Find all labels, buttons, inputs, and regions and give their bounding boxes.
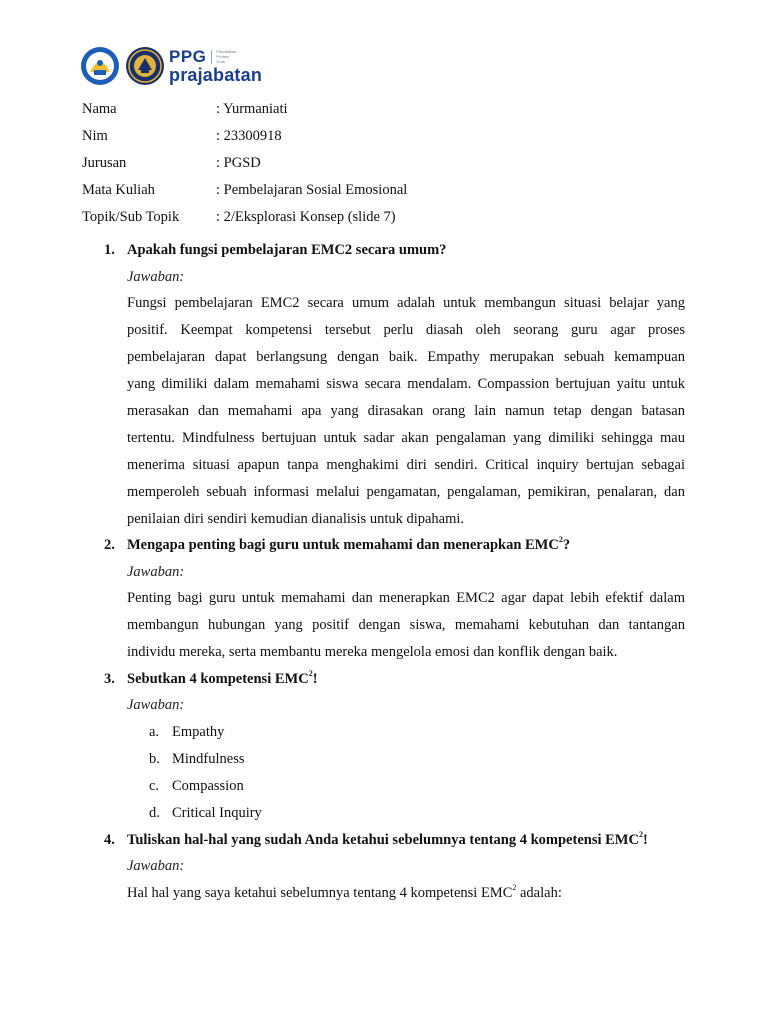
answer-label-3: Jawaban:: [127, 697, 185, 713]
answer-label-4: Jawaban:: [127, 858, 185, 874]
answer-line: menerima situasi apapun tanpa menghakimi diri sendiri. Critical inquiry bertujan sebagai: [127, 457, 685, 473]
answer-2: [127, 585, 685, 666]
document-header: [80, 44, 262, 88]
answer-label-1: Jawaban:: [127, 269, 185, 285]
option-b: b. Mindfulness: [149, 751, 245, 767]
info-row-mata-kuliah: [82, 177, 407, 204]
question-3: 3. Sebutkan 4 kompetensi EMC$^2$!: [104, 669, 318, 687]
info-label: Mata Kuliah: [82, 182, 155, 198]
answer-4: Hal hal yang saya ketahui sebelumnya tentang 4 kompetensi EMC$^2$ adalah:: [127, 883, 562, 901]
info-row-jurusan: [82, 150, 407, 177]
question-2: 2. Mengapa penting bagi guru untuk memahami dan menerapkan EMC$^2$?: [104, 535, 571, 553]
answer-line: positif. Keempat kompetensi tersebut perlu diasah oleh seorang guru agar proses: [127, 322, 685, 338]
answer-line: memperoleh sebuah informasi melalui pengamatan, pengalaman, pemikiran, penalaran, dan: [127, 484, 685, 500]
brand-tagline: Pendidikan Profesi Guru: [216, 49, 237, 64]
ppg-brand: [169, 48, 262, 84]
info-row-nama: [82, 96, 407, 123]
ministry-logo-icon: [80, 46, 120, 86]
info-value: : Yurmaniati: [216, 101, 288, 117]
info-value: : PGSD: [216, 155, 261, 171]
option-a: a. Empathy: [149, 724, 225, 740]
question-4: 4. Tuliskan hal-hal yang sudah Anda ketahui sebelumnya tentang 4 kompetensi EMC$^2$!: [104, 830, 648, 848]
info-row-topik: [82, 204, 407, 231]
question-1: 1. Apakah fungsi pembelajaran EMC2 secara umum?: [104, 242, 447, 258]
info-label: Jurusan: [82, 155, 127, 171]
brand-prajabatan-text: prajabatan: [169, 65, 263, 85]
info-row-nim: [82, 123, 407, 150]
answer-line: tertentu. Mindfulness bertujuan untuk sadar akan pengalaman yang dimiliki sehingga mau: [127, 430, 685, 446]
info-label: Topik/Sub Topik: [82, 209, 180, 225]
student-info: [82, 96, 407, 231]
answer-label-2: Jawaban:: [127, 564, 185, 580]
answer-line: individu mereka, serta membantu mereka mengelola emosi dan konflik dengan baik.: [127, 644, 618, 660]
answer-line: Penting bagi guru untuk memahami dan menerapkan EMC2 agar dapat lebih efektif dalam: [127, 590, 685, 606]
answer-line: penilaian diri sendiri kemudian dianalisis untuk dipahami.: [127, 511, 465, 527]
answer-line: membangun hubungan yang positif dengan siswa, memahami kebutuhan dan tantangan: [127, 617, 685, 633]
info-label: Nim: [82, 128, 108, 144]
option-c: c. Compassion: [149, 778, 244, 794]
option-d: d. Critical Inquiry: [149, 805, 262, 821]
info-value: : 2/Eksplorasi Konsep (slide 7): [216, 209, 396, 225]
info-value: : Pembelajaran Sosial Emosional: [216, 182, 408, 198]
info-label: Nama: [82, 101, 117, 117]
answer-line: pembelajaran dapat berlangsung dengan baik. Empathy merupakan sebuah kemampuan: [127, 349, 685, 365]
answer-1: [127, 290, 685, 533]
info-value: : 23300918: [216, 128, 282, 144]
answer-line: Fungsi pembelajaran EMC2 secara umum adalah untuk membangun situasi belajar yang: [127, 295, 685, 311]
answer-line: yang dimiliki dalam memahami siswa secara mendalam. Compassion bertujuan yaitu untuk: [127, 376, 685, 392]
university-seal-icon: [125, 46, 165, 86]
brand-ppg-text: PPG: [169, 47, 207, 66]
answer-line: merasakan dan memahami apa yang dirasakan orang lain namun tetap dengan batasan: [127, 403, 685, 419]
